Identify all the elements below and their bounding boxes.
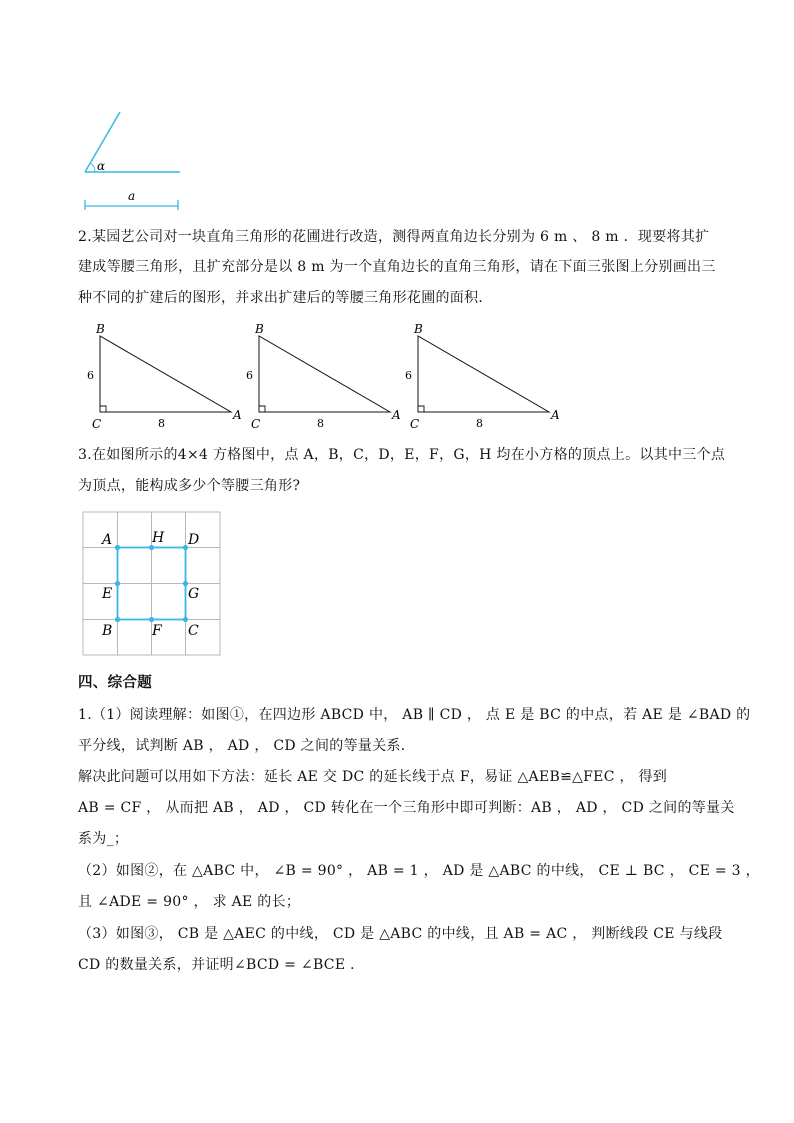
s4-line-8: （3）如图③， CB 是 △AEC 的中线， CD 是 △ABC 的中线，且 AB = AC ， 判断线段 CE 与线段 [78, 926, 723, 942]
point-f-label: F [152, 623, 162, 639]
vertex-b: B [414, 322, 423, 336]
q3-line-1: 3.在如图所示的4×4 方格图中，点 A，B，C，D，E，F，G，H 均在小方格的顶点上。以其中三个点 [78, 447, 726, 463]
q2-line-3: 种不同的扩建后的图形，并求出扩建后的等腰三角形花圃的面积． [78, 290, 493, 306]
s4-line-9: CD 的数量关系，并证明∠BCD = ∠BCE ． [78, 957, 365, 973]
triangle-figure-3 [403, 318, 573, 430]
point-g-label: G [188, 586, 200, 602]
angle-figure [80, 108, 190, 214]
vertex-c: C [410, 417, 420, 430]
q3-line-2: 为顶点，能构成多少个等腰三角形? [78, 478, 301, 494]
vertex-b: B [96, 322, 105, 336]
angle-arc [90, 163, 95, 172]
triangle-figure-2 [244, 318, 404, 430]
point-a-label: A [102, 532, 113, 548]
triangle-figure-1 [85, 318, 245, 430]
s4-line-4: AB = CF ， 从而把 AB ， AD ， CD 转化在一个三角形中即可判断：AB ， AD ， CD 之间的等量关 [78, 800, 735, 816]
vertex-a: A [551, 408, 560, 422]
leg-bc-label: 6 [87, 369, 94, 382]
vertex-a: A [392, 408, 401, 422]
grid-figure [82, 511, 222, 657]
s4-line-6: （2）如图②，在 △ABC 中， ∠B = 90° ， AB = 1 ， AD 是 △ABC 的中线， CE ⊥ BC ， CE = 3 ， [78, 863, 760, 879]
vertex-a: A [233, 408, 242, 422]
s4-line-7: 且 ∠ADE = 90° ， 求 AE 的长； [78, 894, 301, 910]
angle-label: α [97, 159, 106, 173]
leg-ca-label: 8 [476, 417, 483, 430]
leg-ca-label: 8 [317, 417, 324, 430]
vertex-c: C [92, 417, 102, 430]
vertex-b: B [255, 322, 264, 336]
q2-line-1: 2.某园艺公司对一块直角三角形的花圃进行改造，测得两直角边长分别为 6 m 、 8 m ．现要将其扩 [78, 229, 710, 245]
point-e-label: E [102, 586, 113, 602]
vertex-c: C [251, 417, 261, 430]
s4-line-1: 1.（1）阅读理解：如图①，在四边形 ABCD 中， AB ∥ CD ， 点 E 是 BC 的中点，若 AE 是 ∠BAD 的 [78, 707, 751, 723]
q2-line-2: 建成等腰三角形，且扩充部分是以 8 m 为一个直角边长的直角三角形，请在下面三张图上分别画出三 [78, 259, 716, 275]
s4-line-2: 平分线，试判断 AB ， AD ， CD 之间的等量关系． [78, 738, 416, 754]
point-b-label: B [102, 623, 113, 639]
point-d-label: D [188, 532, 200, 548]
point-h-label: H [152, 530, 165, 546]
segment-label: a [128, 189, 136, 203]
s4-line-5: 系为_； [78, 831, 129, 847]
point-c-label: C [188, 623, 199, 639]
leg-bc-label: 6 [405, 369, 412, 382]
section-heading: 四、综合题 [78, 675, 152, 691]
leg-ca-label: 8 [158, 417, 165, 430]
leg-bc-label: 6 [246, 369, 253, 382]
s4-line-3: 解决此问题可以用如下方法：延长 AE 交 DC 的延长线于点 F，易证 △AEB≌△FEC ， 得到 [78, 769, 668, 785]
